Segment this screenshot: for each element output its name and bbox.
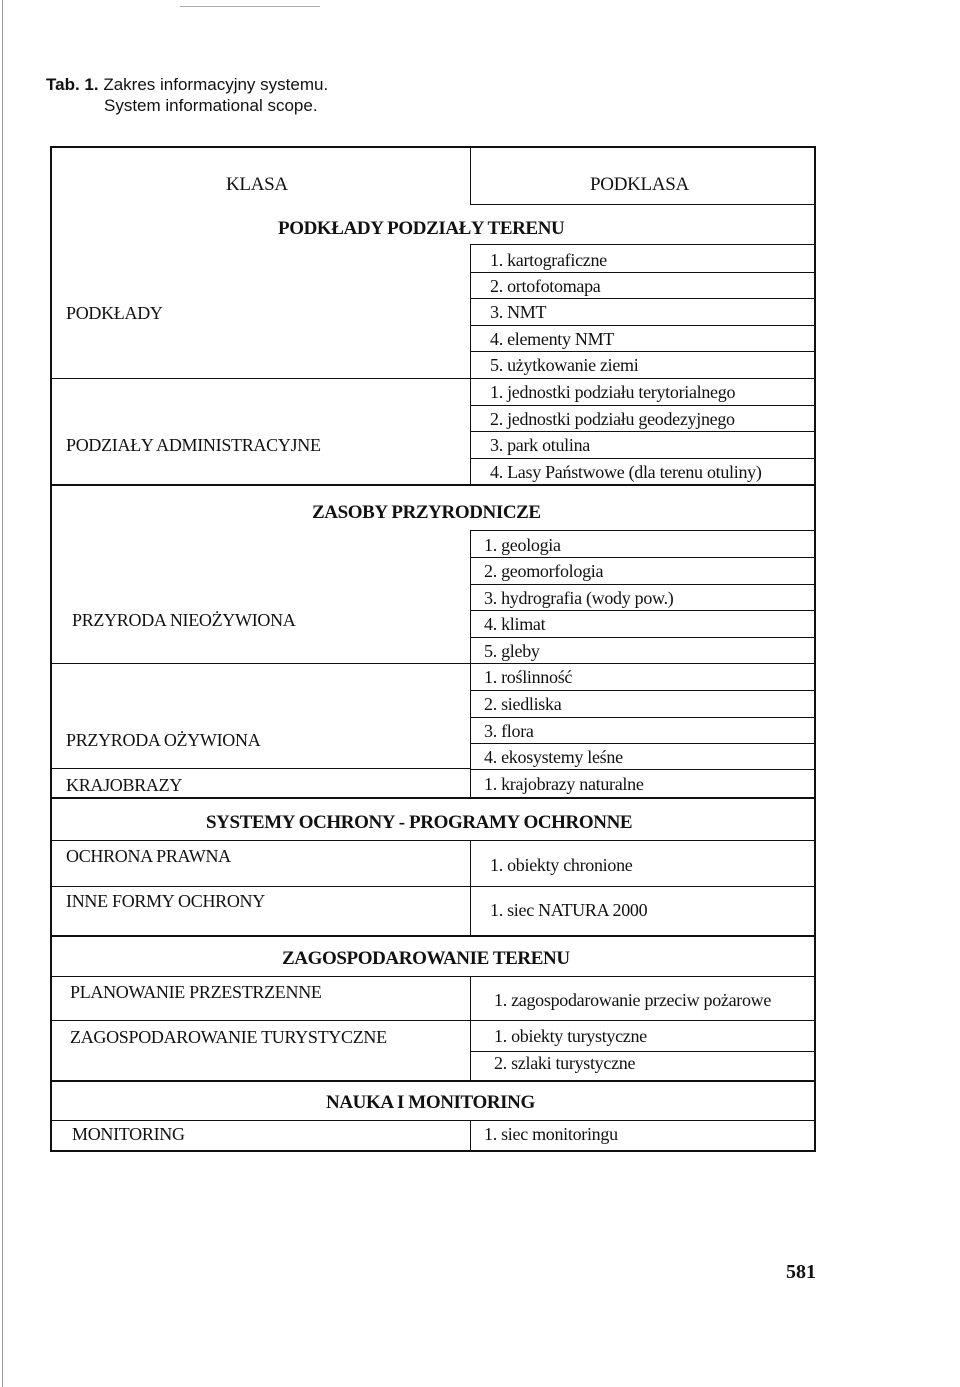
subclass-item: 4. elementy NMT [490, 329, 614, 349]
table-rule [470, 1051, 816, 1052]
table-rule [50, 976, 816, 977]
table-rule [50, 663, 470, 664]
class-name: MONITORING [72, 1124, 185, 1144]
section-title: ZAGOSPODAROWANIE TERENU [282, 948, 570, 969]
header-podklasa: PODKLASA [590, 174, 689, 195]
class-name: PODZIAŁY ADMINISTRACYJNE [66, 435, 321, 455]
class-name: PRZYRODA NIEOŻYWIONA [72, 610, 296, 630]
subclass-item: 1. obiekty turystyczne [494, 1026, 647, 1046]
table-rule [50, 935, 816, 937]
subclass-item: 4. Lasy Państwowe (dla terenu otuliny) [490, 462, 762, 482]
scan-top-line [180, 6, 320, 7]
table-rule [470, 244, 816, 245]
subclass-item: 2. szlaki turystyczne [494, 1053, 636, 1073]
table-rule [470, 530, 816, 531]
subclass-item: 1. siec monitoringu [484, 1124, 618, 1144]
class-name: KRAJOBRAZY [66, 775, 183, 795]
table-rule [50, 797, 816, 799]
table-rule [470, 378, 816, 379]
table-label: Tab. 1. [46, 75, 99, 94]
subclass-item: 2. geomorfologia [484, 561, 604, 581]
table-rule [50, 886, 816, 887]
table-rule [470, 584, 816, 585]
subclass-item: 5. gleby [484, 641, 540, 661]
table-rule [470, 431, 816, 432]
table-rule [470, 298, 816, 299]
subclass-item: 1. kartograficzne [490, 250, 607, 270]
subclass-item: 1. siec NATURA 2000 [490, 900, 648, 920]
table-rule [470, 717, 816, 718]
table-rule [470, 530, 471, 797]
class-name: INNE FORMY OCHRONY [66, 891, 265, 911]
table-rule [470, 690, 816, 691]
subclass-item: 2. jednostki podziału geodezyjnego [490, 409, 735, 429]
table-rule [50, 840, 816, 841]
table-rule [470, 146, 471, 204]
subclass-item: 3. park otulina [490, 435, 590, 455]
table-rule [470, 351, 816, 352]
class-name: PRZYRODA OŻYWIONA [66, 730, 261, 750]
table-rule [470, 204, 816, 205]
section-title: SYSTEMY OCHRONY - PROGRAMY OCHRONNE [206, 812, 633, 833]
scan-edge-line [2, 0, 3, 1387]
class-name: ZAGOSPODAROWANIE TURYSTYCZNE [70, 1027, 387, 1047]
subclass-item: 4. klimat [484, 614, 546, 634]
subclass-item: 1. roślinność [484, 667, 573, 687]
table-rule [50, 768, 470, 769]
class-name: PLANOWANIE PRZESTRZENNE [70, 982, 322, 1002]
class-name: PODKŁADY [66, 303, 163, 323]
table-rule [470, 272, 816, 273]
table-rule [470, 244, 471, 484]
subclass-item: 5. użytkowanie ziemi [490, 355, 639, 375]
table-rule [470, 769, 816, 770]
table-rule [50, 1080, 816, 1082]
caption-title-en: System informational scope. [104, 96, 318, 115]
section-title: PODKŁADY PODZIAŁY TERENU [278, 218, 565, 239]
table-rule [470, 325, 816, 326]
table-rule [470, 663, 816, 664]
subclass-item: 2. ortofotomapa [490, 276, 601, 296]
table-rule [470, 1120, 471, 1152]
subclass-item: 1. zagospodarowanie przeciw pożarowe [494, 990, 772, 1010]
subclass-item: 1. jednostki podziału terytorialnego [490, 382, 736, 402]
subclass-item: 1. geologia [484, 535, 561, 555]
table-rule [470, 557, 816, 558]
table-rule [470, 976, 471, 1080]
subclass-item: 3. hydrografia (wody pow.) [484, 588, 674, 608]
table-rule [50, 378, 470, 379]
table-rule [470, 458, 816, 459]
table-rule [470, 637, 816, 638]
subclass-item: 3. NMT [490, 302, 547, 322]
table-rule [50, 1020, 816, 1021]
section-title: ZASOBY PRZYRODNICZE [312, 502, 541, 523]
table-rule [470, 840, 471, 935]
caption-title-pl: Zakres informacyjny systemu. [103, 75, 329, 94]
table-rule [50, 1120, 816, 1121]
subclass-item: 3. flora [484, 721, 534, 741]
section-title: NAUKA I MONITORING [326, 1092, 535, 1113]
table-rule [470, 610, 816, 611]
subclass-item: 1. krajobrazy naturalne [484, 774, 644, 794]
page-number: 581 [786, 1261, 816, 1283]
subclass-item: 2. siedliska [484, 694, 562, 714]
class-name: OCHRONA PRAWNA [66, 846, 231, 866]
table-caption [46, 74, 328, 96]
table-rule [470, 405, 816, 406]
subclass-item: 1. obiekty chronione [490, 855, 633, 875]
table-rule [50, 484, 816, 486]
table-rule [470, 743, 816, 744]
subclass-item: 4. ekosystemy leśne [484, 747, 623, 767]
header-klasa: KLASA [226, 174, 288, 195]
